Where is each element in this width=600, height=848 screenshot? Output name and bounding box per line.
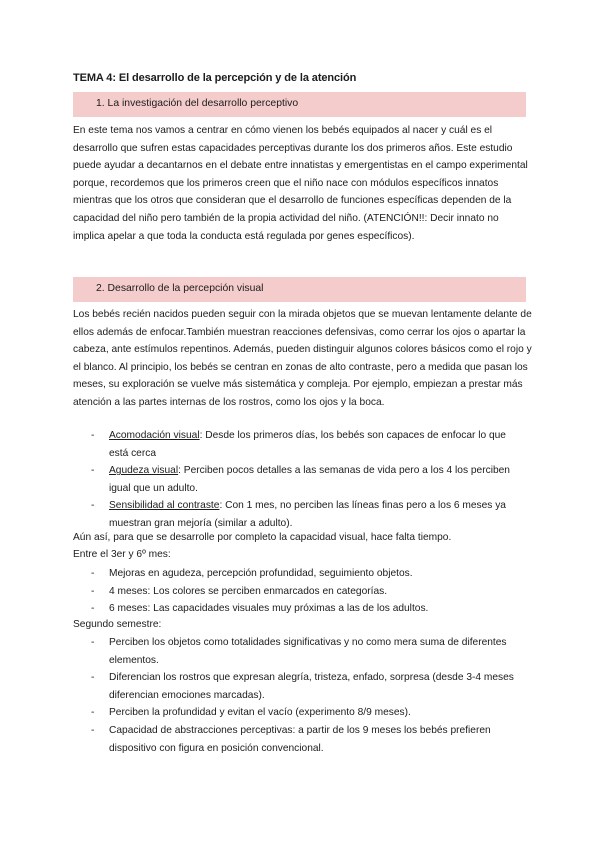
semester-label: Segundo semestre: (73, 619, 162, 630)
list-item: - Perciben la profundidad y evitan el vacío (experimento 8/9 meses). (73, 704, 528, 722)
section-1-paragraph: En este tema nos vamos a centrar en cómo vienen los bebés equipados al nacer y cuál es el desarrollo que sufren estas capacidades perceptivas durante los dos primeros años. Este estudio puede ayudar a decantarnos en el debate entre innatistas y emergentistas en el campo experimental porque, recordemos que los primeros creen que el niño nace con módulos específicos innatos mientras que los otros que consideran que el desarrollo de funciones específicas dependen de la capacidad del niño pero también de la propia actividad del niño. (ATENCIÓN!!: Decir innato no implica apelar a que toda la conducta está regulada por genes específicos). (73, 125, 528, 242)
list-item: - 4 meses: Los colores se perciben enmarcados en categorías. (73, 583, 528, 601)
definition-text: : Desde los primeros días, los bebés son capaces de enfocar lo que está cerca (109, 430, 506, 459)
after-definitions-text: Aún así, para que se desarrolle por completo la capacidad visual, hace falta tiempo. (73, 532, 452, 543)
months-list (73, 565, 528, 618)
section-2-paragraph: Los bebés recién nacidos pueden seguir con la mirada objetos que se muevan lentamente delante de ellos además de enfocar.También muestran reacciones defensivas, como cerrar los ojos o apartar la cabeza, ante estímulos repentinos. Además, pueden distinguir algunos colores básicos como el rojo y el blanco. Al principio, los bebés se centran en zonas de alto contraste, pero a medida que pasan los meses, su exploración se vuelve más sistemática y compleja. Por ejemplo, empiezan a prestar más atención a las partes internas de los rostros, como los ojos y la boca. (73, 309, 532, 408)
section-2-heading-band (73, 277, 526, 302)
list-item: - Capacidad de abstracciones perceptivas: a partir de los 9 meses los bebés prefieren dispositivo con figura en posición convencional. (73, 722, 528, 757)
list-item (73, 497, 528, 532)
document-title: TEMA 4: El desarrollo de la percepción y de la atención (73, 72, 357, 84)
definition-term: Sensibilidad al contraste (109, 500, 220, 512)
list-item: - Mejoras en agudeza, percepción profundidad, seguimiento objetos. (73, 565, 528, 583)
list-item (73, 462, 528, 497)
list-item: - 6 meses: Las capacidades visuales muy próximas a las de los adultos. (73, 600, 528, 618)
list-item: - Perciben los objetos como totalidades significativas y no como mera suma de diferentes elementos. (73, 634, 528, 669)
definition-term: Acomodación visual (109, 430, 200, 441)
semester-list (73, 634, 528, 757)
section-1-heading-band (73, 92, 526, 117)
section-2-heading: 2. Desarrollo de la percepción visual (96, 283, 264, 294)
definitions-list (73, 427, 528, 533)
definition-text: : Con 1 mes, no perciben las líneas finas pero a los 6 meses ya muestran gran mejoría (similar a adulto). (109, 500, 506, 529)
definition-term: Agudeza visual (109, 465, 179, 477)
list-item (73, 427, 528, 462)
definition-text: : Perciben pocos detalles a las semanas de vida pero a los 4 los perciben igual que un adulto. (109, 465, 510, 494)
list-item: - Diferencian los rostros que expresan alegría, tristeza, enfado, sorpresa (desde 3-4 meses diferencian emociones marcadas). (73, 669, 528, 704)
months-label: Entre el 3er y 6º mes: (73, 549, 171, 560)
section-1-heading: 1. La investigación del desarrollo perceptivo (96, 98, 299, 109)
